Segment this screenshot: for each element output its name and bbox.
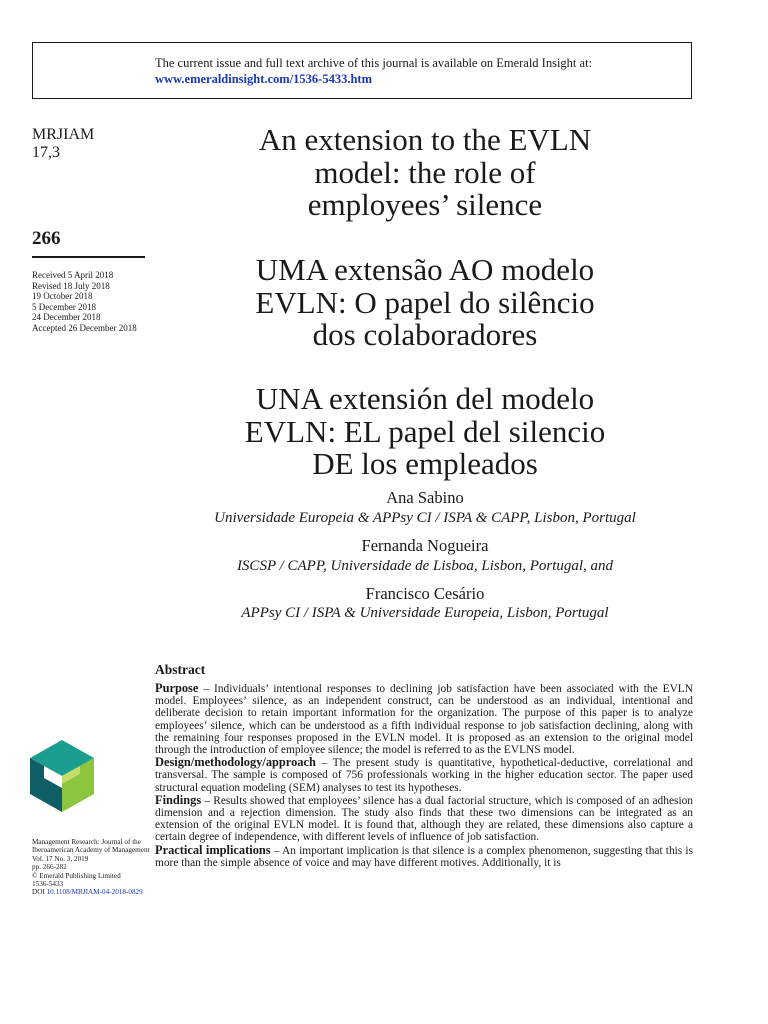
- doi-label: DOI: [32, 888, 45, 897]
- author-name: Fernanda Nogueira: [361, 536, 489, 555]
- section-text: – Individuals’ intentional responses to declining job satisfaction have been associated with the EVLN model. Employees’ silence, as an independent construct, can be understood as an individual, intentional and deliberate decision to retain important information for the organization. The purpose of this paper is to analyze employees’ silence, which can be understood as a fifth individual response to job satisfaction declining, along with the remaining four responses proposed in the EVLN model. It is proposed as an extension to the original model through the introduction of employee silence; the model is referred to as the EVLNS model.: [155, 683, 693, 757]
- journal-abbreviation: [32, 126, 94, 162]
- journal-full-name: Management Research: Journal of the Iberoamerican Academy of Management: [32, 838, 150, 855]
- author-name: Ana Sabino: [386, 488, 464, 507]
- emerald-logo-icon: [30, 740, 94, 812]
- title-line: UMA extensão AO modelo: [255, 252, 595, 287]
- publication-info: [32, 838, 150, 897]
- title-line: DE los empleados: [312, 446, 538, 481]
- section-label: Design/methodology/approach: [155, 755, 316, 770]
- title-portuguese: [155, 254, 695, 352]
- abstract-purpose: [155, 682, 693, 756]
- article-dates: [32, 270, 137, 333]
- title-line: EVLN: O papel do silêncio: [255, 284, 595, 320]
- date-revised-4: 24 December 2018: [32, 312, 101, 322]
- copyright: © Emerald Publishing Limited: [32, 871, 121, 880]
- issn: 1536-5433: [32, 880, 64, 889]
- page-range: pp. 266-282: [32, 863, 67, 872]
- author-name: Francisco Cesário: [365, 584, 485, 603]
- page-number: 266: [32, 228, 61, 249]
- title-english: [155, 124, 695, 222]
- date-revised-1: Revised 18 July 2018: [32, 280, 110, 291]
- section-label: Purpose: [155, 681, 199, 695]
- author-affiliation: ISCSP / CAPP, Universidade de Lisboa, Lisbon, Portugal, and: [236, 558, 614, 574]
- doi-link[interactable]: 10.1108/MRJIAM-04-2018-0829: [46, 888, 143, 897]
- title-line: employees’ silence: [307, 187, 543, 222]
- abstract-design: [155, 756, 693, 794]
- title-line: dos colaboradores: [312, 317, 538, 352]
- title-line: EVLN: EL papel del silencio: [244, 413, 606, 449]
- section-text: – Results showed that employees’ silence has a dual factorial structure, which is composed of an adhesion dimension and a rejection dimension. The study also finds that these two dimensions can be integrated as an extension of the original EVLN model. It is found that, although they are related, these dimensions also capture a certain degree of independence, with different levels of influence of job satisfaction.: [155, 794, 693, 844]
- section-text: – An important implication is that silence is a complex phenomenon, suggesting that this is more than the simple absence of voice and may have different motives. Additionally, it is: [155, 844, 693, 869]
- date-received: Received 5 April 2018: [32, 270, 114, 280]
- section-text: – The present study is quantitative, hypothetical-deductive, correlational and transversal. The sample is composed of 756 professionals working in the higher education sector. The paper used structural equation modeling (SEM) analyses to test its hypotheses.: [155, 757, 693, 794]
- date-accepted: Accepted 26 December 2018: [32, 322, 137, 333]
- date-revised-3: 5 December 2018: [32, 301, 96, 312]
- journal-access-banner: [32, 42, 692, 99]
- author-affiliation: Universidade Europeia & APPsy CI / ISPA & CAPP, Lisbon, Portugal: [214, 510, 636, 526]
- volume-info: Vol. 17 No. 3, 2019: [32, 854, 89, 863]
- title-spanish: [155, 383, 695, 481]
- title-line: An extension to the EVLN: [258, 122, 592, 157]
- journal-url-link[interactable]: www.emeraldinsight.com/1536-5433.htm: [155, 72, 372, 86]
- journal-abbrev: MRJIAM: [32, 126, 95, 143]
- volume-issue: 17,3: [32, 144, 60, 161]
- author-affiliation: APPsy CI / ISPA & Universidade Europeia, Lisbon, Portugal: [241, 605, 609, 621]
- section-label: Practical implications: [155, 842, 271, 857]
- divider: [32, 256, 145, 258]
- abstract-heading: Abstract: [155, 662, 206, 677]
- banner-text: The current issue and full text archive of this journal is available on Emerald Insight at:: [155, 56, 593, 70]
- doi-line: [32, 888, 150, 896]
- abstract-findings: [155, 794, 693, 844]
- title-line: model: the role of: [314, 154, 536, 190]
- abstract-practical-implications: [155, 844, 693, 869]
- date-revised-2: 19 October 2018: [32, 291, 93, 301]
- abstract-body: [155, 682, 693, 869]
- section-label: Findings: [155, 792, 202, 807]
- title-line: UNA extensión del modelo: [255, 381, 595, 416]
